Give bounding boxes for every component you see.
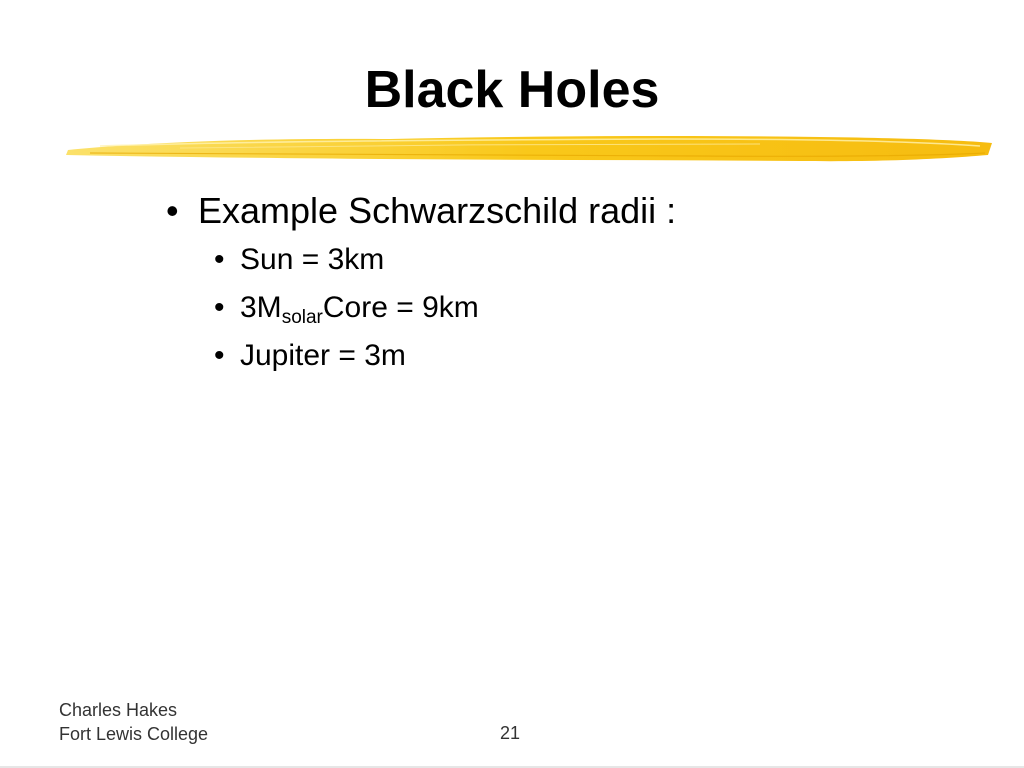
bullet-list: [166, 186, 676, 380]
sub-bullet-text: Sun = 3km: [240, 243, 385, 276]
footer-author: Charles Hakes: [59, 700, 178, 720]
title-underline-brushstroke: [60, 126, 995, 168]
bullet-marker: •: [214, 291, 225, 324]
sub-bullet-subscript: solar: [281, 307, 323, 328]
sub-bullet-text: Jupiter = 3m: [240, 339, 406, 372]
sub-bullet-sun: [214, 236, 676, 284]
sub-bullet-text-after: Core = 9km: [322, 291, 479, 324]
bullet-marker: •: [214, 243, 225, 276]
bullet-main-text: Example Schwarzschild radii :: [198, 190, 677, 231]
sub-bullet-text-before: 3M: [240, 291, 282, 324]
bullet-marker: •: [214, 339, 225, 372]
sub-bullet-core: [214, 284, 676, 332]
sub-bullet-jupiter: [214, 332, 676, 380]
footer-author-block: [59, 698, 208, 746]
sub-bullet-list: [166, 236, 676, 380]
slide-title: Black Holes: [364, 61, 660, 119]
bullet-marker: •: [166, 190, 179, 231]
page-number: 21: [500, 723, 521, 743]
bullet-main: [166, 186, 676, 236]
footer-institution: Fort Lewis College: [59, 724, 209, 744]
